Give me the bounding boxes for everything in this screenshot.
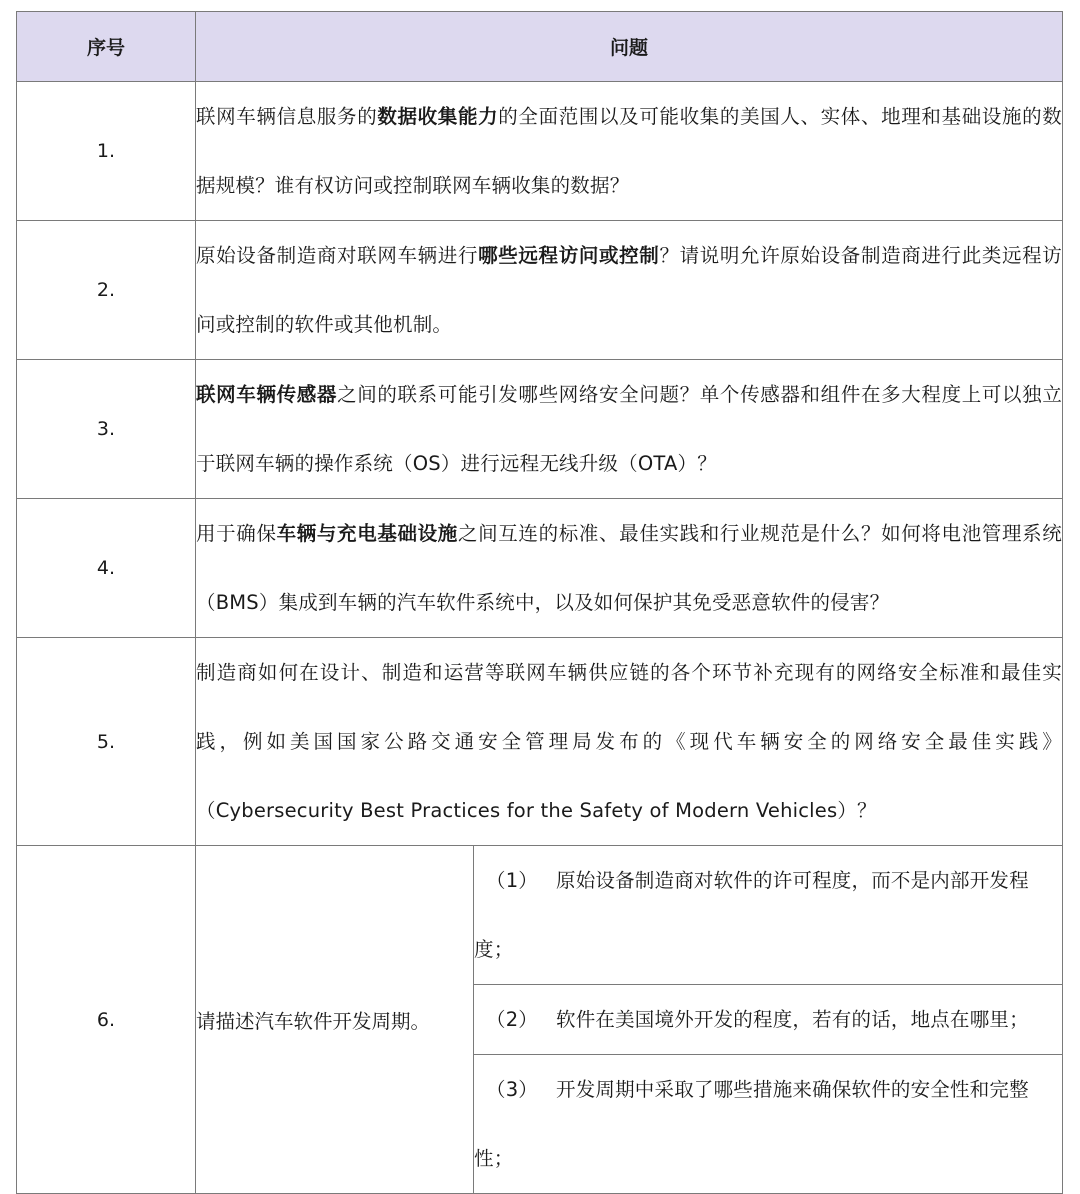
table-row bbox=[17, 638, 1063, 846]
sub-item-text: 开发周期中采取了哪些措施来确保软件的安全性和完整性； bbox=[474, 1078, 1029, 1170]
row-question: 原始设备制造商对联网车辆进行哪些远程访问或控制？请说明允许原始设备制造商进行此类远程访问或控制的软件或其他机制。 bbox=[196, 221, 1063, 360]
row-question: 请描述汽车软件开发周期。 bbox=[196, 846, 474, 1194]
table-row bbox=[17, 221, 1063, 360]
row-number: 2. bbox=[17, 221, 196, 360]
row-question: 用于确保车辆与充电基础设施之间互连的标准、最佳实践和行业规范是什么？如何将电池管理系统（BMS）集成到车辆的汽车软件系统中，以及如何保护其免受恶意软件的侵害？ bbox=[196, 499, 1063, 638]
table-row bbox=[17, 846, 1063, 985]
sub-item bbox=[474, 985, 1063, 1055]
sub-item-text: 软件在美国境外开发的程度，若有的话，地点在哪里； bbox=[556, 1008, 1029, 1031]
sub-item-text: 原始设备制造商对软件的许可程度，而不是内部开发程度； bbox=[474, 869, 1029, 961]
table-row bbox=[17, 360, 1063, 499]
header-row bbox=[17, 12, 1063, 82]
row-question: 联网车辆传感器之间的联系可能引发哪些网络安全问题？单个传感器和组件在多大程度上可以独立于联网车辆的操作系统（OS）进行远程无线升级（OTA）？ bbox=[196, 360, 1063, 499]
table-row bbox=[17, 499, 1063, 638]
sub-item-label: （3） bbox=[486, 1078, 539, 1101]
row-number: 3. bbox=[17, 360, 196, 499]
header-question: 问题 bbox=[196, 12, 1063, 82]
questions-table bbox=[16, 11, 1063, 1194]
table-row bbox=[17, 82, 1063, 221]
sub-item-label: （1） bbox=[486, 869, 539, 892]
sub-item bbox=[474, 1055, 1063, 1194]
row-number: 1. bbox=[17, 82, 196, 221]
sub-item-label: （2） bbox=[486, 1008, 539, 1031]
row-number: 4. bbox=[17, 499, 196, 638]
header-number: 序号 bbox=[17, 12, 196, 82]
row-question: 联网车辆信息服务的数据收集能力的全面范围以及可能收集的美国人、实体、地理和基础设施的数据规模？谁有权访问或控制联网车辆收集的数据？ bbox=[196, 82, 1063, 221]
row-number: 5. bbox=[17, 638, 196, 846]
row-question: 制造商如何在设计、制造和运营等联网车辆供应链的各个环节补充现有的网络安全标准和最佳实践，例如美国国家公路交通安全管理局发布的《现代车辆安全的网络安全最佳实践》（Cybersecurity Best Practices for the Safety of Modern Vehicles）？ bbox=[196, 638, 1063, 846]
row-number: 6. bbox=[17, 846, 196, 1194]
sub-item bbox=[474, 846, 1063, 985]
